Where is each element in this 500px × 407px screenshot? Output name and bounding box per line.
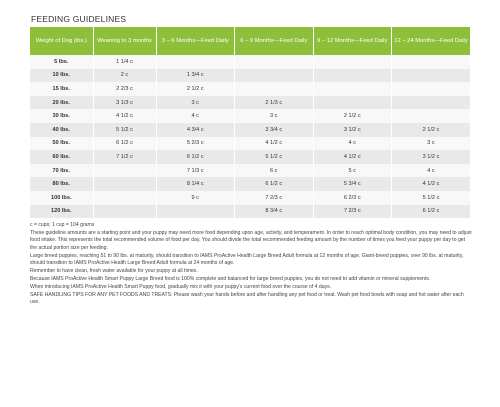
portion-cell: 2 1/3 c [235, 96, 314, 110]
table-row [30, 55, 470, 69]
portion-cell: 3 1/3 c [93, 96, 156, 110]
weight-cell: 60 lbs. [30, 150, 93, 164]
portion-cell [235, 55, 314, 69]
portion-cell [93, 177, 156, 191]
portion-cell: 8 3/4 c [235, 205, 314, 219]
portion-cell: 7 1/2 c [93, 150, 156, 164]
portion-cell: 7 2/3 c [235, 191, 314, 205]
portion-cell: 4 1/2 c [313, 150, 392, 164]
portion-cell: 3 c [156, 96, 235, 110]
portion-cell: 2 1/2 c [392, 123, 471, 137]
feeding-notes [30, 222, 472, 306]
note-paragraph: SAFE HANDLING TIPS FOR ANY PET FOODS AND TREATS: Please wash your hands before and after handling any pet food or treat. Wash pet food bowls with soap and hot water after each use. [30, 291, 464, 306]
note-paragraph: Remember to have clean, fresh water available for your puppy at all times. [30, 267, 198, 274]
portion-cell [392, 55, 471, 69]
portion-cell: 1 1/4 c [93, 55, 156, 69]
portion-cell [392, 82, 471, 96]
column-header: Weaning to 3 months [93, 27, 156, 55]
table-row [30, 82, 470, 96]
note-paragraph: Because IAMS ProActive Health Smart Puppy Large Breed food is 100% complete and balanced for large breed puppies, you do not need to add vitamin or mineral supplements. [30, 275, 431, 282]
portion-cell: 9 c [156, 191, 235, 205]
portion-cell: 7 1/3 c [156, 164, 235, 178]
portion-cell: 4 c [392, 164, 471, 178]
portion-cell [392, 96, 471, 110]
table-row [30, 164, 470, 178]
portion-cell: 5 2/3 c [156, 137, 235, 151]
portion-cell [235, 69, 314, 83]
portion-cell: 5 c [313, 164, 392, 178]
portion-cell: 3 1/2 c [392, 150, 471, 164]
column-header: Weight of Dog (lbs.) [30, 27, 93, 55]
portion-cell [235, 82, 314, 96]
portion-cell: 4 1/2 c [235, 137, 314, 151]
portion-cell [392, 109, 471, 123]
weight-cell: 40 lbs. [30, 123, 93, 137]
weight-cell: 30 lbs. [30, 109, 93, 123]
portion-cell: 2 1/2 c [313, 109, 392, 123]
portion-cell: 5 1/2 c [392, 191, 471, 205]
table-row [30, 123, 470, 137]
portion-cell [93, 205, 156, 219]
portion-cell [93, 191, 156, 205]
portion-cell: 5 3/4 c [313, 177, 392, 191]
portion-cell: 3 1/2 c [313, 123, 392, 137]
portion-cell: 6 1/2 c [235, 177, 314, 191]
weight-cell: 10 lbs. [30, 69, 93, 83]
table-row [30, 137, 470, 151]
table-body [30, 55, 470, 218]
portion-cell: 5 1/2 c [93, 123, 156, 137]
weight-cell: 20 lbs. [30, 96, 93, 110]
portion-cell: 2 c [93, 69, 156, 83]
weight-cell: 15 lbs. [30, 82, 93, 96]
portion-cell: 6 1/2 c [392, 205, 471, 219]
portion-cell: 1 3/4 c [156, 69, 235, 83]
weight-cell: 50 lbs. [30, 137, 93, 151]
section-heading: FEEDING GUIDELINES [31, 14, 127, 24]
weight-cell: 120 lbs. [30, 205, 93, 219]
portion-cell: 4 3/4 c [156, 123, 235, 137]
portion-cell: 3 3/4 c [235, 123, 314, 137]
table-row [30, 109, 470, 123]
portion-cell: 3 c [392, 137, 471, 151]
feeding-table [30, 27, 470, 218]
weight-cell: 5 lbs. [30, 55, 93, 69]
portion-cell [392, 69, 471, 83]
portion-cell: 6 1/2 c [156, 150, 235, 164]
portion-cell [313, 82, 392, 96]
column-header: 12 – 24 Months—Feed Daily [392, 27, 471, 55]
column-header: 3 – 6 Months—Feed Daily [156, 27, 235, 55]
portion-cell: 3 c [235, 109, 314, 123]
portion-cell [93, 164, 156, 178]
note-paragraph: These guideline amounts are a starting point and your puppy may need more food depending upon age, activity, and temperament. In order to reach optimal body condition, you may need to adjust food intake. This represents the total recommended volume of food per day. You should divide the total recommended feeding amount by the number of times you feed your puppy per day to get the actual portion size per feeding. [30, 230, 472, 251]
portion-cell [313, 96, 392, 110]
note-paragraph: When introducing IAMS ProActive Health Smart Puppy food, gradually mix it with your puppy's current food over the course of 4 days. [30, 283, 332, 290]
column-header: 6 – 9 Months—Feed Daily [235, 27, 314, 55]
note-paragraph: Large breed puppies, reaching 51 to 90 lbs. at maturity, should transition to IAMS ProActive Health Large Breed Adult formula at 12 months of age. Giant-breed puppies, over 90 lbs. at maturity, should transition to IAMS ProActive Health Large Breed Adult formula at 24 months of age. [30, 252, 464, 266]
weight-cell: 70 lbs. [30, 164, 93, 178]
table-header-row [30, 27, 470, 55]
portion-cell: 8 1/4 c [156, 177, 235, 191]
portion-cell: 6 2/3 c [313, 191, 392, 205]
table-row [30, 191, 470, 205]
portion-cell: 6 c [235, 164, 314, 178]
table-row [30, 96, 470, 110]
portion-cell: 4 1/2 c [392, 177, 471, 191]
weight-cell: 100 lbs. [30, 191, 93, 205]
portion-cell [156, 55, 235, 69]
portion-cell: 2 1/2 c [156, 82, 235, 96]
table-row [30, 177, 470, 191]
portion-cell: 7 2/3 c [313, 205, 392, 219]
weight-cell: 80 lbs. [30, 177, 93, 191]
portion-cell [313, 55, 392, 69]
portion-cell: 2 2/3 c [93, 82, 156, 96]
table-row [30, 69, 470, 83]
portion-cell: 5 1/2 c [235, 150, 314, 164]
portion-cell [156, 205, 235, 219]
portion-cell: 4 c [313, 137, 392, 151]
table-row [30, 205, 470, 219]
portion-cell: 6 1/2 c [93, 137, 156, 151]
column-header: 9 – 12 Months—Feed Daily [313, 27, 392, 55]
table-row [30, 150, 470, 164]
portion-cell: 4 c [156, 109, 235, 123]
portion-cell: 4 1/2 c [93, 109, 156, 123]
portion-cell [313, 69, 392, 83]
note-paragraph: c = cups; 1 cup = 104 grams [30, 222, 95, 229]
